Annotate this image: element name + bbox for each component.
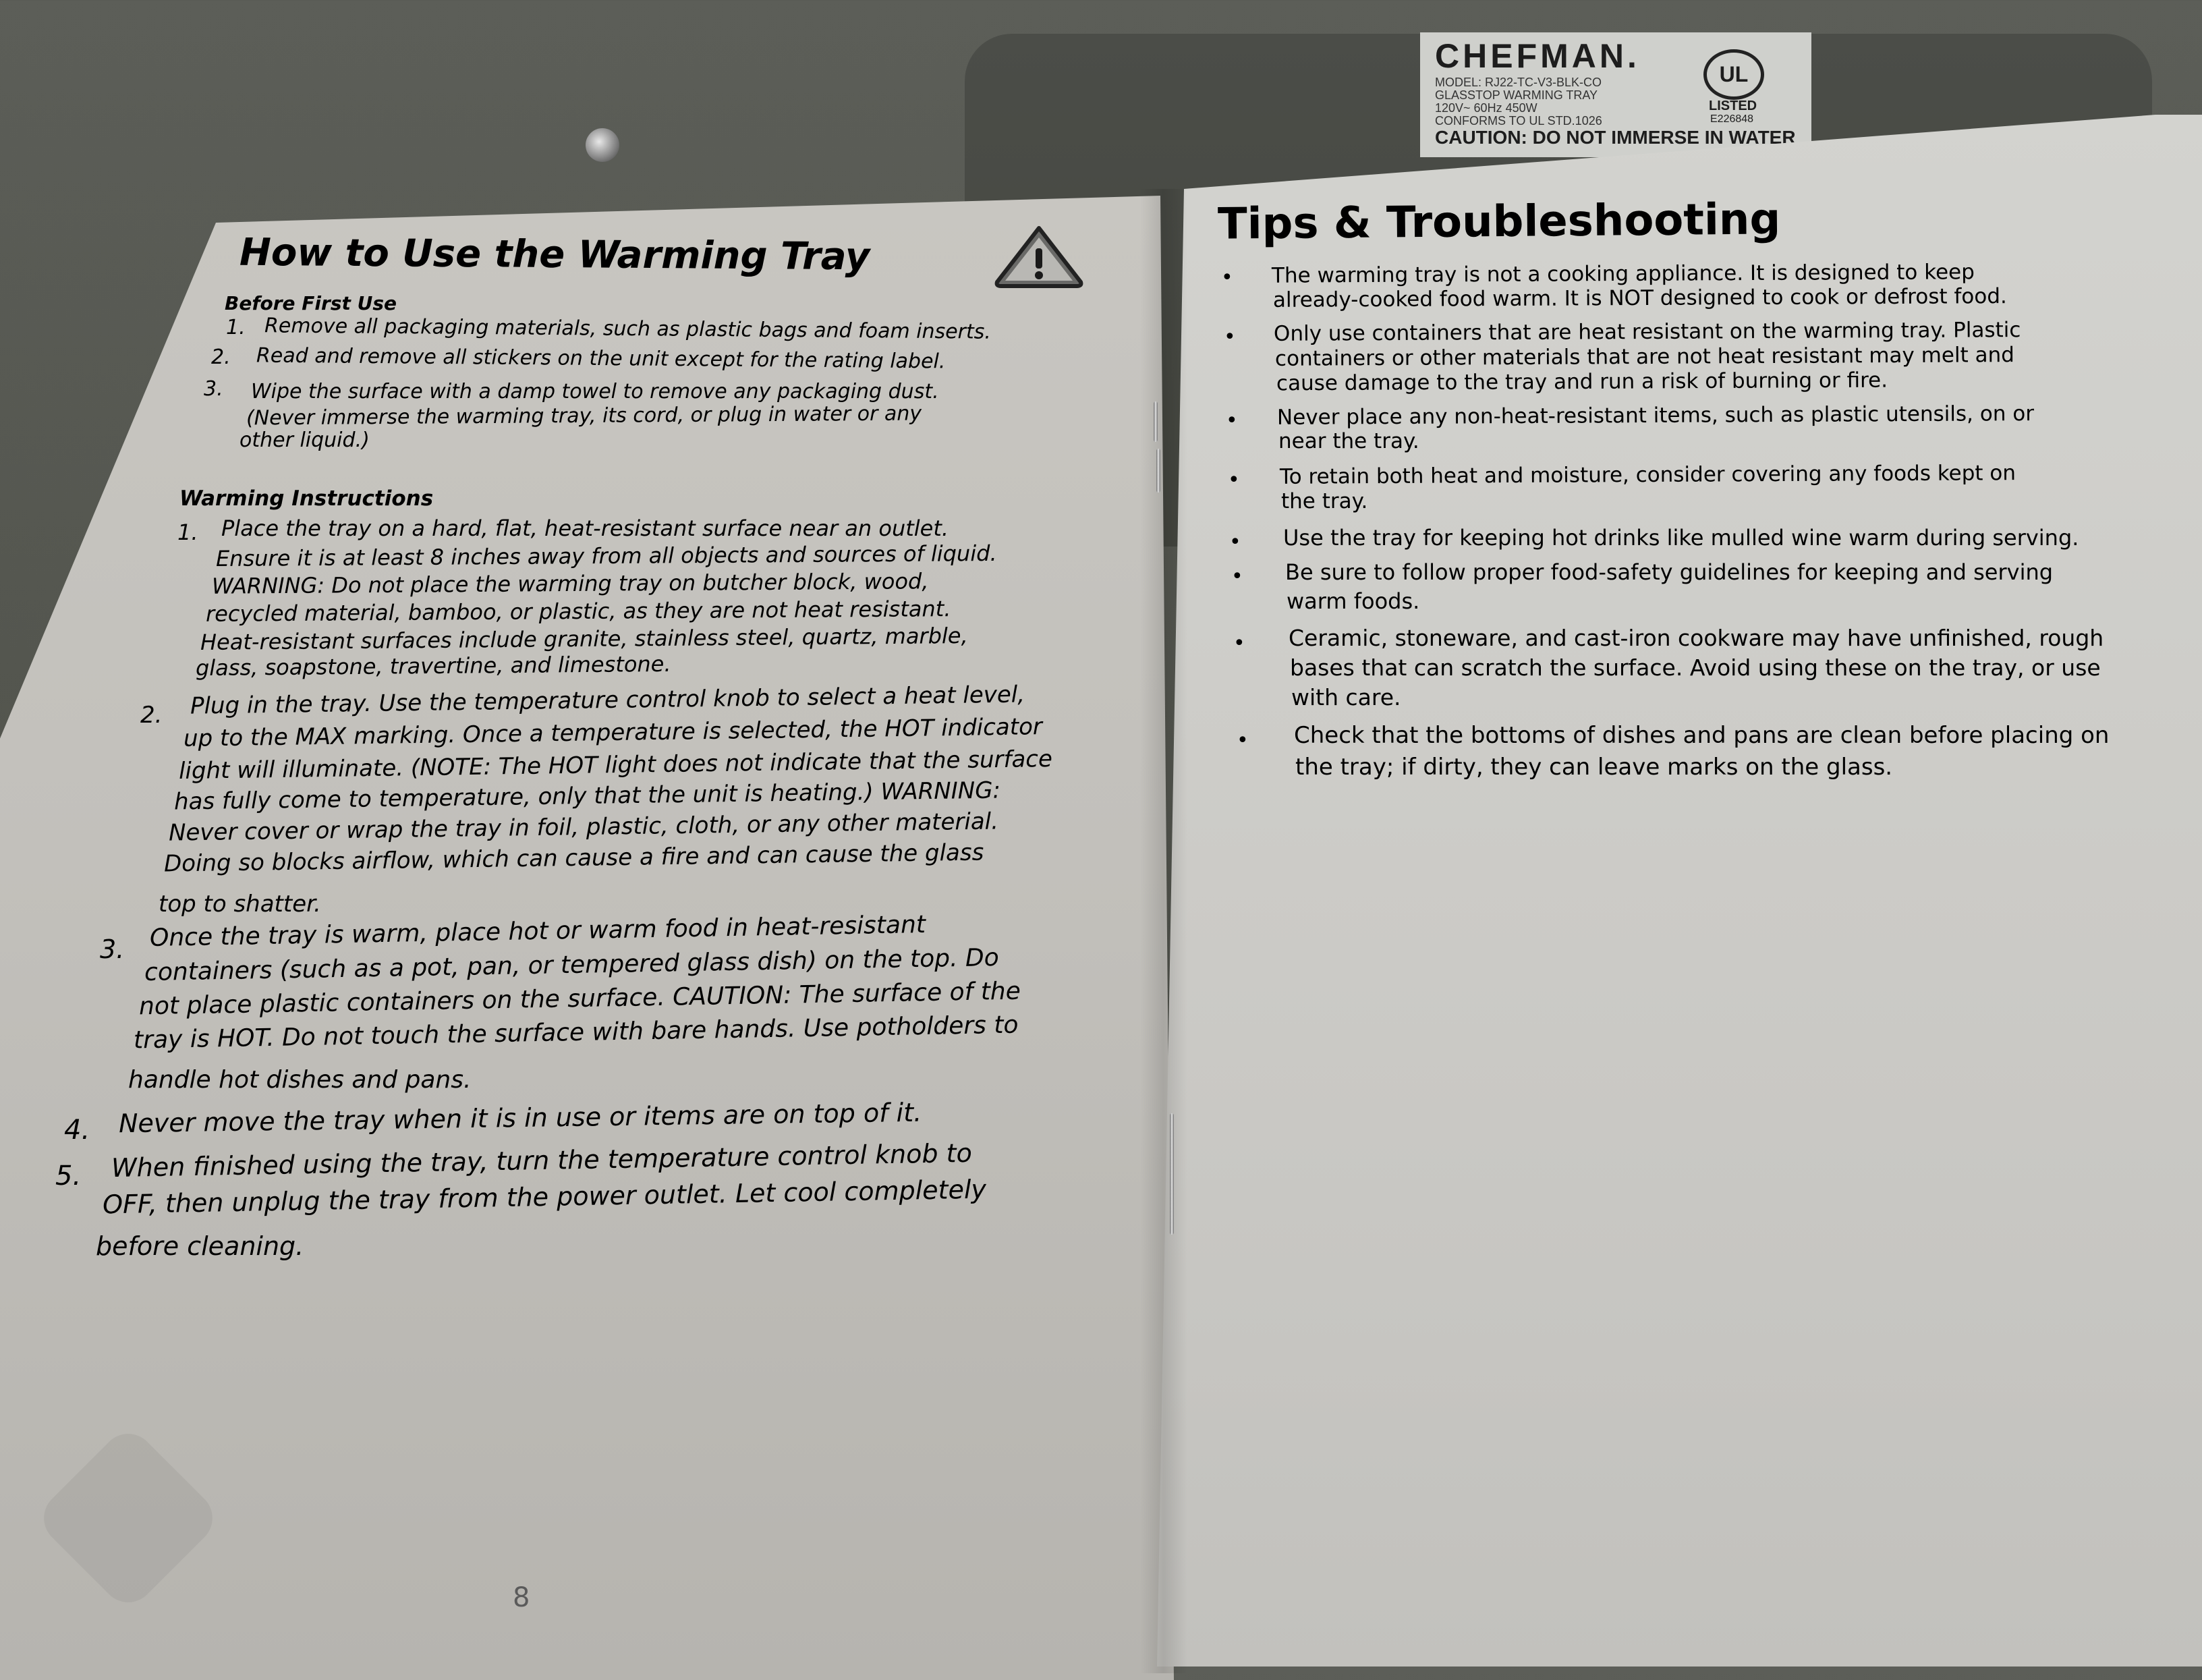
list-item-cont: tray is HOT. Do not touch the surface with bare hands. Use potholders to bbox=[133, 1011, 1019, 1055]
bullet: • bbox=[1221, 266, 1233, 289]
list-item-cont: light will illuminate. (NOTE: The HOT light does not indicate that the surface bbox=[178, 745, 1053, 785]
tip-line: already-cooked food warm. It is NOT designed to cook or defrost food. bbox=[1272, 284, 2007, 312]
tip-line: the tray; if dirty, they can leave marks on the glass. bbox=[1295, 754, 1893, 781]
list-item: Wipe the surface with a damp towel to remove any packaging dust. bbox=[251, 380, 939, 403]
list-item: When finished using the tray, turn the temperature control knob to bbox=[111, 1138, 973, 1183]
bullet: • bbox=[1231, 565, 1243, 588]
list-item-cont: up to the MAX marking. Once a temperature is selected, the HOT indicator bbox=[183, 713, 1043, 752]
tip-line: Check that the bottoms of dishes and pans are clean before placing on bbox=[1294, 722, 2110, 749]
list-item-cont: glass, soapstone, travertine, and limestone. bbox=[195, 650, 671, 681]
staple bbox=[1170, 1113, 1174, 1235]
listed-text: LISTED bbox=[1709, 99, 1757, 113]
bullet: • bbox=[1229, 530, 1241, 554]
tip-line: Be sure to follow proper food-safety guidelines for keeping and serving bbox=[1285, 559, 2054, 585]
tip-line: Only use containers that are heat resistant on the warming tray. Plastic bbox=[1273, 318, 2021, 346]
conforms-text: CONFORMS TO UL STD.1026 bbox=[1435, 114, 1602, 128]
list-number: 3. bbox=[100, 934, 125, 964]
listing-number: E226848 bbox=[1710, 113, 1754, 125]
list-item-cont: Doing so blocks airflow, which can cause a fire and can cause the glass bbox=[163, 839, 984, 878]
list-number: 1. bbox=[177, 520, 198, 545]
brand-logo: CHEFMAN. bbox=[1435, 37, 1640, 75]
list-item: Read and remove all stickers on the unit except for the rating label. bbox=[256, 343, 946, 374]
list-item-cont: before cleaning. bbox=[96, 1231, 304, 1261]
list-item-cont: Heat-resistant surfaces include granite, stainless steel, quartz, marble, bbox=[200, 623, 968, 655]
power-text: 120V~ 60Hz 450W bbox=[1435, 101, 1537, 115]
list-item-cont: has fully come to temperature, only that the unit is heating.) WARNING: bbox=[173, 777, 1001, 816]
tip-line: containers or other materials that are not heat resistant may melt and bbox=[1274, 343, 2014, 371]
staple bbox=[1156, 449, 1160, 493]
list-number: 5. bbox=[55, 1160, 82, 1192]
list-item: Once the tray is warm, place hot or warm food in heat-resistant bbox=[149, 910, 926, 953]
list-number: 4. bbox=[64, 1115, 90, 1146]
rating-label bbox=[1420, 32, 1811, 157]
ul-logo-icon: UL bbox=[1703, 49, 1764, 100]
list-number: 2. bbox=[211, 345, 231, 369]
tip-line: Ceramic, stoneware, and cast-iron cookware may have unfinished, rough bbox=[1289, 625, 2104, 651]
tip-line: cause damage to the tray and run a risk of burning or fire. bbox=[1276, 368, 1888, 396]
tip-line: The warming tray is not a cooking appliance. It is designed to keep bbox=[1271, 260, 1975, 288]
warming-instructions-heading: Warming Instructions bbox=[179, 486, 434, 511]
list-item-cont: handle hot dishes and pans. bbox=[128, 1066, 472, 1094]
list-item-cont: containers (such as a pot, pan, or tempered glass dish) on the top. Do bbox=[144, 943, 1000, 987]
list-item: Remove all packaging materials, such as plastic bags and foam inserts. bbox=[264, 314, 992, 344]
tip-line: Use the tray for keeping hot drinks like mulled wine warm during serving. bbox=[1283, 525, 2079, 551]
list-item-cont: (Never immerse the warming tray, its cord, or plug in water or any bbox=[246, 401, 922, 430]
page-title: Tips & Troubleshooting bbox=[1217, 194, 1781, 250]
warning-triangle-icon bbox=[992, 223, 1086, 290]
tip-line: To retain both heat and moisture, consider covering any foods kept on bbox=[1279, 461, 2016, 489]
list-item-cont: Ensure it is at least 8 inches away from all objects and sources of liquid. bbox=[215, 540, 997, 572]
caution-text: CAUTION: DO NOT IMMERSE IN WATER bbox=[1435, 127, 1796, 148]
tip-line: with care. bbox=[1291, 684, 1401, 710]
page-number: 8 bbox=[513, 1582, 530, 1613]
list-item-cont: other liquid.) bbox=[239, 428, 370, 452]
screw-head bbox=[586, 128, 619, 162]
list-item-cont: WARNING: Do not place the warming tray on butcher block, wood, bbox=[211, 568, 929, 599]
list-item-cont: top to shatter. bbox=[159, 891, 321, 918]
list-item-cont: not place plastic containers on the surface. CAUTION: The surface of the bbox=[138, 977, 1021, 1021]
tip-line: warm foods. bbox=[1287, 588, 1420, 614]
list-item-cont: Never cover or wrap the tray in foil, plastic, cloth, or any other material. bbox=[168, 808, 999, 847]
tip-line: near the tray. bbox=[1278, 429, 1419, 453]
staple bbox=[1154, 401, 1158, 442]
before-first-use-heading: Before First Use bbox=[225, 292, 397, 314]
list-item: Place the tray on a hard, flat, heat-resistant surface near an outlet. bbox=[221, 515, 949, 541]
list-item-cont: OFF, then unplug the tray from the power outlet. Let cool completely bbox=[102, 1174, 987, 1220]
model-text: MODEL: RJ22-TC-V3-BLK-CO bbox=[1435, 76, 1602, 89]
bullet: • bbox=[1233, 632, 1245, 655]
tip-line: Never place any non-heat-resistant items, such as plastic utensils, on or bbox=[1276, 401, 2035, 430]
list-item: Plug in the tray. Use the temperature control knob to select a heat level, bbox=[190, 681, 1025, 720]
tip-line: the tray. bbox=[1281, 489, 1368, 513]
page-title: How to Use the Warming Tray bbox=[239, 230, 870, 279]
bullet: • bbox=[1226, 409, 1238, 432]
list-number: 3. bbox=[204, 377, 223, 401]
list-number: 2. bbox=[140, 702, 163, 729]
bullet: • bbox=[1224, 325, 1236, 349]
bullet: • bbox=[1237, 729, 1249, 752]
bullet: • bbox=[1228, 468, 1240, 492]
tip-line: bases that can scratch the surface. Avoid using these on the tray, or use bbox=[1290, 654, 2101, 681]
gutter-shadow bbox=[1140, 189, 1187, 1673]
product-text: GLASSTOP WARMING TRAY bbox=[1435, 88, 1598, 102]
list-item-cont: recycled material, bamboo, or plastic, as they are not heat resistant. bbox=[205, 596, 951, 627]
list-number: 1. bbox=[226, 316, 246, 339]
list-item: Never move the tray when it is in use or items are on top of it. bbox=[118, 1097, 922, 1139]
